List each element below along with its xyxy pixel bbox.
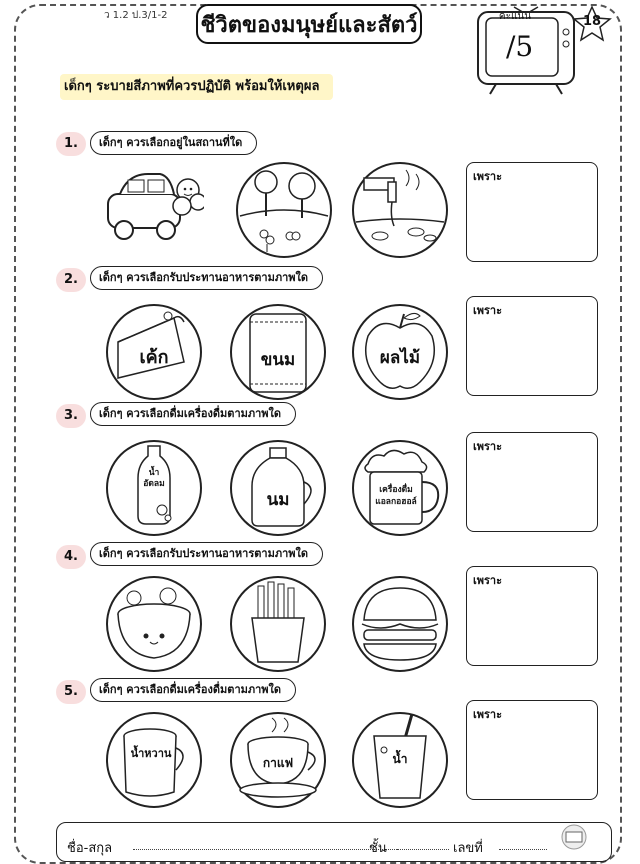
reason-answer-box[interactable] (466, 162, 598, 262)
option-snack[interactable] (228, 302, 328, 402)
option-fruit[interactable] (350, 302, 450, 402)
option-cake[interactable] (104, 302, 204, 402)
score-total: /5 (506, 30, 534, 63)
reason-label: เพราะ (473, 304, 503, 317)
fries-icon (228, 574, 328, 674)
reason-answer-box[interactable] (466, 700, 598, 800)
reason-label: เพราะ (473, 440, 503, 453)
option-label: เครื่องดื่มแอลกอฮอล์ (375, 485, 417, 507)
option-sweet-drink[interactable] (104, 710, 204, 810)
option-hamburger[interactable] (350, 574, 450, 674)
option-label: น้ำหวาน (130, 747, 172, 760)
option-label: ขนม (260, 350, 296, 370)
question-prompt: เด็กๆ ควรเลือกรับประทานอาหารตามภาพใด (90, 542, 323, 566)
question-prompt: เด็กๆ ควรเลือกดื่มเครื่องดื่มตามภาพใด (90, 402, 296, 426)
option-trees-garden[interactable] (234, 160, 334, 260)
option-label: น้ำอัดลม (143, 468, 165, 489)
option-car-exhaust[interactable] (104, 160, 204, 260)
grade-label: ว 1.2 ป.3/1-2 (104, 10, 168, 21)
option-milk[interactable] (228, 438, 328, 538)
reason-label: เพราะ (473, 708, 503, 721)
option-coffee[interactable] (228, 710, 328, 810)
option-label: เค้ก (139, 347, 169, 368)
question-prompt: เด็กๆ ควรเลือกดื่มเครื่องดื่มตามภาพใด (90, 678, 296, 702)
number-label: เลขที่ (453, 841, 483, 856)
name-label: ชื่อ-สกุล (67, 841, 113, 856)
noodle-bowl-icon (104, 574, 204, 674)
option-soda[interactable] (104, 438, 204, 538)
class-label: ชั้น (369, 841, 387, 856)
reason-answer-box[interactable] (466, 432, 598, 532)
reason-label: เพราะ (473, 574, 503, 587)
trees-icon (234, 160, 334, 260)
class-input-line[interactable] (397, 849, 449, 850)
option-polluted-water[interactable] (350, 160, 450, 260)
car-smoke-icon (104, 160, 204, 260)
question-number: 1. (56, 132, 86, 156)
reason-answer-box[interactable] (466, 566, 598, 666)
score-label: คะแนน (498, 11, 532, 22)
question-prompt: เด็กๆ ควรเลือกรับประทานอาหารตามภาพใด (90, 266, 323, 290)
polluted-water-icon (350, 160, 450, 260)
option-water[interactable] (350, 710, 450, 810)
burger-icon (350, 574, 450, 674)
option-label: กาแฟ (262, 756, 294, 770)
option-label: น้ำ (392, 752, 408, 766)
question-number: 3. (56, 404, 86, 428)
reason-answer-box[interactable] (466, 296, 598, 396)
page-title: ชีวิตของมนุษย์และสัตว์ (196, 4, 422, 44)
number-input-line[interactable] (499, 849, 547, 850)
option-label: ผลไม้ (379, 348, 421, 368)
question-prompt: เด็กๆ ควรเลือกอยู่ในสถานที่ใด (90, 131, 257, 155)
student-info-footer (56, 822, 612, 862)
instruction: เด็กๆ ระบายสีภาพที่ควรปฏิบัติ พร้อมให้เหตุผล (60, 74, 333, 100)
question-number: 2. (56, 268, 86, 292)
option-beer[interactable] (350, 438, 450, 538)
page-number-badge (572, 6, 612, 42)
teacher-class-logo (556, 824, 592, 850)
option-label: นม (266, 490, 290, 510)
option-french-fries[interactable] (228, 574, 328, 674)
page-number: 18 (582, 14, 602, 29)
option-noodle-bowl[interactable] (104, 574, 204, 674)
question-number: 5. (56, 680, 86, 704)
reason-label: เพราะ (473, 170, 503, 183)
question-number: 4. (56, 545, 86, 569)
